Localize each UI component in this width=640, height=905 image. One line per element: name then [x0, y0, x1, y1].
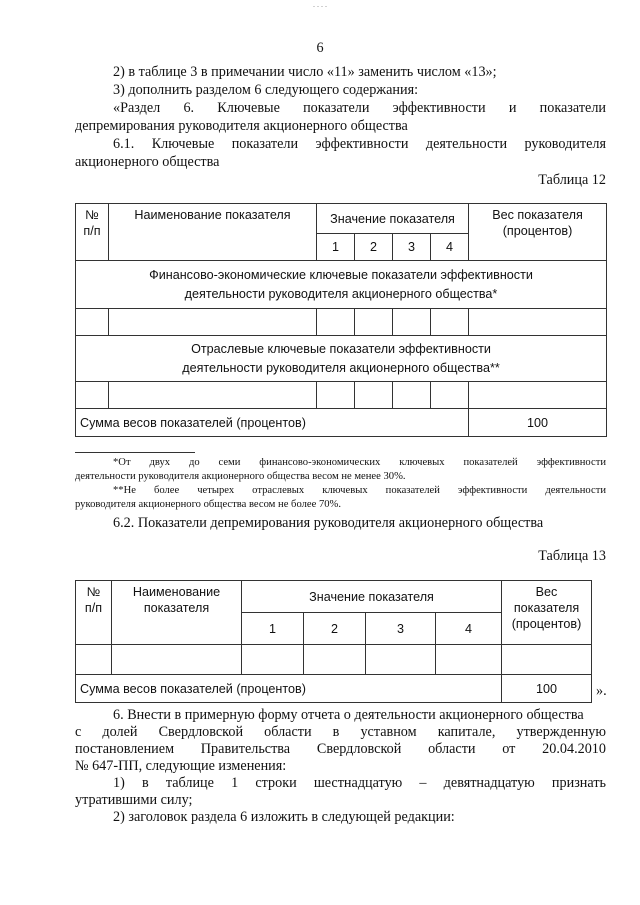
col-header-name: Наименование показателя [112, 581, 242, 645]
empty-cell [317, 382, 355, 409]
empty-cell [355, 309, 393, 336]
col-header-name: Наименование показателя [109, 204, 317, 261]
closing-quote: ». [596, 683, 607, 699]
col-header-weight: Вес показателя (процентов) [502, 581, 592, 645]
empty-cell [304, 645, 366, 675]
value-col-header: 1 [242, 613, 304, 645]
section6-title-line: «Раздел 6. Ключевые показатели эффективности и показатели [113, 100, 606, 116]
empty-cell [431, 309, 469, 336]
col-header-number: № п/п [76, 204, 109, 261]
footnote-rule [75, 452, 195, 453]
value-col-header: 3 [366, 613, 436, 645]
value-col-header: 3 [393, 234, 431, 261]
table-12 [75, 203, 607, 437]
empty-cell [393, 382, 431, 409]
empty-row [76, 645, 592, 675]
empty-cell [469, 382, 607, 409]
paragraph-line: 2) в таблице 3 в примечании число «11» заменить числом «13»; [113, 64, 497, 80]
empty-cell [109, 309, 317, 336]
paragraph-line: 6. Внести в примерную форму отчета о деятельности акционерного общества [113, 707, 584, 723]
paragraph-line: 2) заголовок раздела 6 изложить в следующей редакции: [113, 809, 455, 825]
sum-value: 100 [502, 675, 592, 703]
empty-cell [76, 645, 112, 675]
empty-cell [112, 645, 242, 675]
section-row-industry: Отраслевые ключевые показатели эффективности деятельности руководителя акционерного общества** [76, 336, 607, 382]
empty-cell [502, 645, 592, 675]
value-col-header: 2 [304, 613, 366, 645]
value-col-header: 4 [436, 613, 502, 645]
sum-label: Сумма весов показателей (процентов) [76, 675, 502, 703]
value-col-header: 2 [355, 234, 393, 261]
table12-caption: Таблица 12 [538, 172, 606, 188]
footnote-line: *От двух до семи финансово-экономических ключевых показателей эффективности [113, 457, 606, 468]
footnote-line: **Не более четырех отраслевых ключевых показателей эффективности деятельности [113, 485, 606, 496]
col-header-number: № п/п [76, 581, 112, 645]
paragraph-line: утратившими силу; [75, 792, 193, 808]
empty-row [76, 309, 607, 336]
subsection-61-line: акционерного общества [75, 154, 220, 170]
paragraph-line: постановлением Правительства Свердловской области от 20.04.2010 [75, 741, 606, 757]
table13-caption: Таблица 13 [538, 548, 606, 564]
empty-cell [469, 309, 607, 336]
subsection-61-line: 6.1. Ключевые показатели эффективности деятельности руководителя [113, 136, 606, 152]
empty-cell [109, 382, 317, 409]
sum-value: 100 [469, 409, 607, 437]
paragraph-line: 1) в таблице 1 строки шестнадцатую – девятнадцатую признать [113, 775, 606, 791]
paragraph-line: с долей Свердловской области в уставном капитале, утвержденную [75, 724, 606, 740]
footnote-line: руководителя акционерного общества весом не более 70%. [75, 499, 342, 510]
empty-cell [76, 309, 109, 336]
empty-cell [436, 645, 502, 675]
header-scrap: . . . . [313, 0, 327, 9]
subsection-62-title: 6.2. Показатели депремирования руководителя акционерного общества [113, 515, 544, 531]
paragraph-line: 3) дополнить разделом 6 следующего содержания: [113, 82, 419, 98]
sum-label: Сумма весов показателей (процентов) [76, 409, 469, 437]
empty-cell [431, 382, 469, 409]
value-col-header: 1 [317, 234, 355, 261]
paragraph-line: № 647-ПП, следующие изменения: [75, 758, 287, 774]
col-header-value: Значение показателя [242, 581, 502, 613]
footnote-line: деятельности руководителя акционерного общества весом не менее 30%. [75, 471, 406, 482]
col-header-value: Значение показателя [317, 204, 469, 234]
empty-cell [355, 382, 393, 409]
page-number: 6 [316, 40, 324, 56]
section-row-financial: Финансово-экономические ключевые показатели эффективности деятельности руководителя акционерного общества* [76, 261, 607, 309]
section6-title-line: депремирования руководителя акционерного общества [75, 118, 408, 134]
empty-row [76, 382, 607, 409]
table-13 [75, 580, 592, 703]
col-header-weight: Вес показателя (процентов) [469, 204, 607, 261]
value-col-header: 4 [431, 234, 469, 261]
empty-cell [76, 382, 109, 409]
empty-cell [317, 309, 355, 336]
empty-cell [393, 309, 431, 336]
empty-cell [366, 645, 436, 675]
empty-cell [242, 645, 304, 675]
